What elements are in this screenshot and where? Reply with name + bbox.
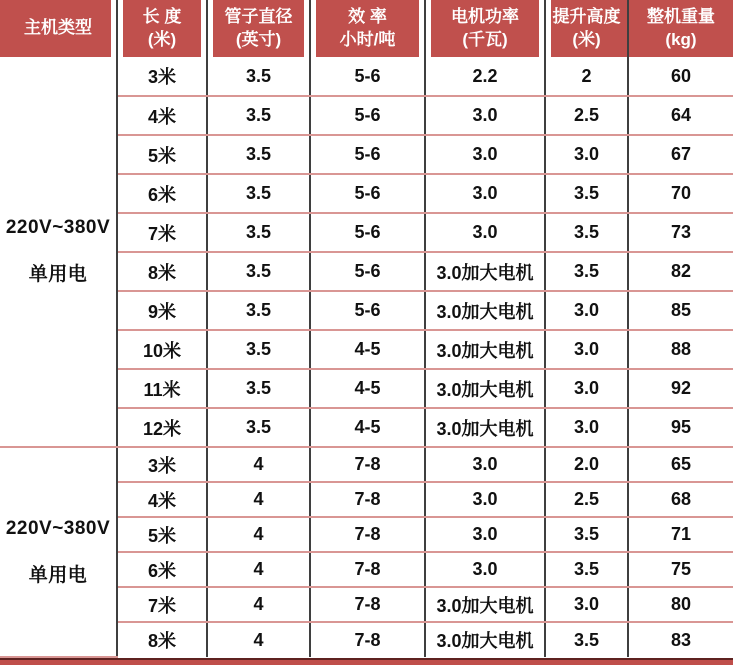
cell-motor-power: 3.0加大电机 (425, 291, 545, 330)
cell-length: 3米 (117, 447, 207, 482)
cell-length: 12米 (117, 408, 207, 447)
cell-efficiency: 5-6 (310, 252, 425, 291)
cell-pipe-diameter: 3.5 (207, 57, 310, 96)
cell-total-weight: 83 (628, 622, 733, 657)
cell-total-weight: 68 (628, 482, 733, 517)
cell-efficiency: 4-5 (310, 330, 425, 369)
header-line1: 管子直径 (224, 7, 293, 27)
header-line2: (米) (572, 29, 601, 49)
table-row (0, 57, 733, 96)
cell-motor-power: 3.0加大电机 (425, 369, 545, 408)
cell-total-weight: 60 (628, 57, 733, 96)
cell-length: 7米 (117, 587, 207, 622)
cell-lift-height: 2.5 (545, 482, 628, 517)
cell-length: 4米 (117, 96, 207, 135)
cell-motor-power: 3.0 (425, 552, 545, 587)
header-row (0, 0, 733, 57)
header-line1: 整机重量 (647, 7, 715, 27)
cell-total-weight: 80 (628, 587, 733, 622)
cell-total-weight: 95 (628, 408, 733, 447)
col-header-length (117, 0, 207, 57)
cell-length: 8米 (117, 252, 207, 291)
cell-efficiency: 4-5 (310, 369, 425, 408)
cell-motor-power: 3.0 (425, 213, 545, 252)
cell-motor-power: 3.0 (425, 517, 545, 552)
header-line1: 长 度 (142, 7, 182, 27)
cell-motor-power: 3.0 (425, 135, 545, 174)
cell-length: 6米 (117, 552, 207, 587)
col-header-total-weight (628, 0, 733, 57)
cell-pipe-diameter: 3.5 (207, 135, 310, 174)
cell-efficiency: 7-8 (310, 482, 425, 517)
cell-efficiency: 5-6 (310, 213, 425, 252)
cell-efficiency: 7-8 (310, 622, 425, 657)
cell-lift-height: 3.5 (545, 213, 628, 252)
cell-pipe-diameter: 4 (207, 517, 310, 552)
cell-pipe-diameter: 4 (207, 447, 310, 482)
cell-lift-height: 3.0 (545, 369, 628, 408)
cell-pipe-diameter: 3.5 (207, 96, 310, 135)
cell-total-weight: 70 (628, 174, 733, 213)
cell-efficiency: 5-6 (310, 96, 425, 135)
machine-type-power-mode: 单用电 (28, 564, 88, 586)
cell-efficiency: 4-5 (310, 408, 425, 447)
cell-length: 8米 (117, 622, 207, 657)
cell-motor-power: 3.0加大电机 (425, 408, 545, 447)
cell-pipe-diameter: 3.5 (207, 252, 310, 291)
spec-table-header (0, 0, 733, 57)
cell-motor-power: 3.0加大电机 (425, 587, 545, 622)
header-line2: 小时/吨 (339, 29, 396, 49)
cell-pipe-diameter: 3.5 (207, 213, 310, 252)
header-line2: (kg) (665, 29, 697, 49)
machine-type-voltage: 220V~380V (5, 217, 111, 238)
cell-pipe-diameter: 3.5 (207, 369, 310, 408)
cell-length: 5米 (117, 517, 207, 552)
cell-efficiency: 5-6 (310, 135, 425, 174)
cell-length: 10米 (117, 330, 207, 369)
cell-efficiency: 5-6 (310, 57, 425, 96)
cell-pipe-diameter: 3.5 (207, 408, 310, 447)
cell-total-weight: 67 (628, 135, 733, 174)
machine-type-cell (0, 57, 117, 447)
cell-efficiency: 7-8 (310, 447, 425, 482)
cell-motor-power: 3.0加大电机 (425, 252, 545, 291)
cell-length: 3米 (117, 57, 207, 96)
cell-length: 11米 (117, 369, 207, 408)
header-line2: (米) (147, 29, 177, 49)
header-line2: (英寸) (235, 29, 282, 49)
cell-total-weight: 88 (628, 330, 733, 369)
header-line1: 效 率 (348, 7, 387, 27)
spec-table-body (0, 57, 733, 657)
cell-motor-power: 3.0加大电机 (425, 622, 545, 657)
machine-type-power-mode: 单用电 (28, 264, 88, 285)
cell-pipe-diameter: 4 (207, 587, 310, 622)
cell-total-weight: 65 (628, 447, 733, 482)
cell-lift-height: 2 (545, 57, 628, 96)
cell-lift-height: 3.0 (545, 408, 628, 447)
header-line1: 提升高度 (552, 7, 621, 27)
cell-efficiency: 5-6 (310, 291, 425, 330)
cell-lift-height: 3.5 (545, 552, 628, 587)
cell-motor-power: 3.0 (425, 96, 545, 135)
bottom-accent-bar (0, 658, 733, 665)
machine-type-cell (0, 447, 117, 657)
cell-length: 5米 (117, 135, 207, 174)
cell-total-weight: 73 (628, 213, 733, 252)
cell-total-weight: 92 (628, 369, 733, 408)
cell-lift-height: 3.0 (545, 587, 628, 622)
machine-type-voltage: 220V~380V (5, 517, 111, 539)
cell-efficiency: 7-8 (310, 552, 425, 587)
cell-motor-power: 3.0 (425, 174, 545, 213)
cell-lift-height: 3.5 (545, 517, 628, 552)
col-header-pipe-diameter (207, 0, 310, 57)
cell-motor-power: 3.0加大电机 (425, 330, 545, 369)
table-row (0, 447, 733, 482)
cell-total-weight: 85 (628, 291, 733, 330)
cell-pipe-diameter: 3.5 (207, 174, 310, 213)
cell-total-weight: 75 (628, 552, 733, 587)
cell-lift-height: 3.5 (545, 252, 628, 291)
col-header-lift-height (545, 0, 628, 57)
cell-lift-height: 2.5 (545, 96, 628, 135)
cell-lift-height: 3.0 (545, 291, 628, 330)
cell-efficiency: 5-6 (310, 174, 425, 213)
cell-pipe-diameter: 4 (207, 622, 310, 657)
cell-length: 6米 (117, 174, 207, 213)
cell-pipe-diameter: 4 (207, 552, 310, 587)
cell-total-weight: 71 (628, 517, 733, 552)
col-header-machine-type (0, 0, 117, 57)
cell-motor-power: 2.2 (425, 57, 545, 96)
header-line2: (千瓦) (462, 29, 508, 49)
cell-efficiency: 7-8 (310, 517, 425, 552)
cell-length: 9米 (117, 291, 207, 330)
cell-pipe-diameter: 3.5 (207, 330, 310, 369)
cell-pipe-diameter: 4 (207, 482, 310, 517)
cell-pipe-diameter: 3.5 (207, 291, 310, 330)
cell-lift-height: 3.0 (545, 135, 628, 174)
col-header-efficiency (310, 0, 425, 57)
cell-motor-power: 3.0 (425, 482, 545, 517)
cell-motor-power: 3.0 (425, 447, 545, 482)
cell-lift-height: 3.5 (545, 622, 628, 657)
cell-efficiency: 7-8 (310, 587, 425, 622)
cell-total-weight: 82 (628, 252, 733, 291)
header-line1: 主机类型 (24, 18, 92, 38)
header-line1: 电机功率 (451, 7, 519, 27)
col-header-motor-power (425, 0, 545, 57)
cell-total-weight: 64 (628, 96, 733, 135)
cell-length: 4米 (117, 482, 207, 517)
cell-lift-height: 3.5 (545, 174, 628, 213)
cell-length: 7米 (117, 213, 207, 252)
cell-lift-height: 3.0 (545, 330, 628, 369)
cell-lift-height: 2.0 (545, 447, 628, 482)
